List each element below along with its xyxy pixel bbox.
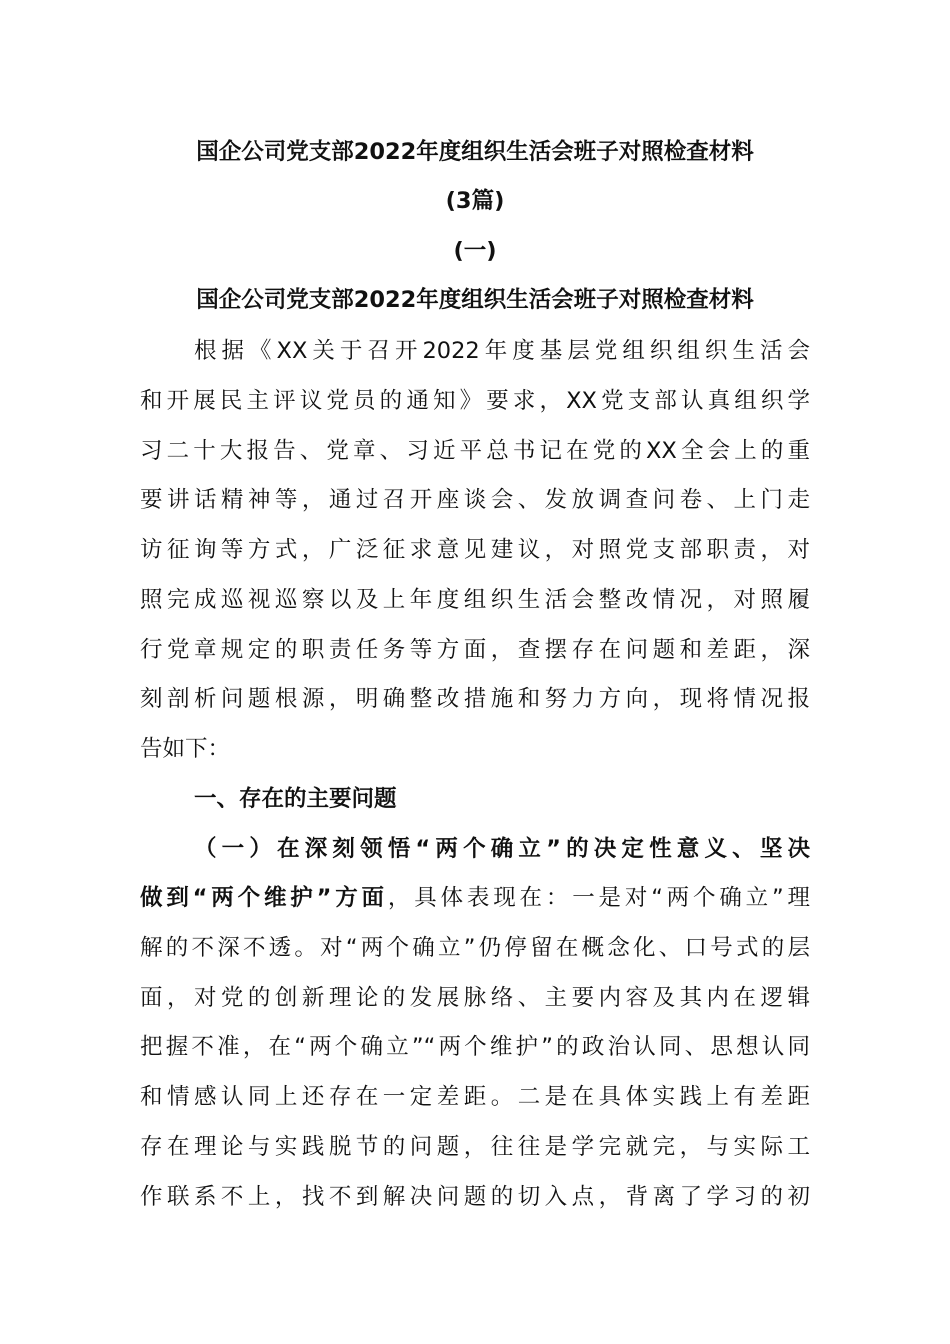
item-text: ，具体表现在：一是对“两个确立”理: [387, 885, 810, 911]
paragraph-line: 根据《XX关于召开2022年度基层党组织组织生活会: [194, 338, 810, 364]
paragraph-line: 和情感认同上还存在一定差距。二是在具体实践上有差距: [140, 1084, 810, 1110]
document-title-count: (3篇): [445, 188, 505, 214]
paragraph-line: 行党章规定的职责任务等方面，查摆存在问题和差距，深: [140, 637, 810, 663]
paragraph-line: 刻剖析问题根源，明确整改措施和努力方向，现将情况报: [140, 686, 810, 712]
paragraph-line: 把握不准，在“两个确立”“两个维护”的政治认同、思想认同: [140, 1034, 810, 1060]
part-marker: (一): [453, 238, 497, 264]
paragraph-line: 告如下：: [140, 736, 231, 762]
paragraph-line: [140, 883, 810, 913]
paragraph-line: 面，对党的创新理论的发展脉络、主要内容及其内在逻辑: [140, 985, 810, 1011]
paragraph-line: 习二十大报告、党章、习近平总书记在党的XX全会上的重: [140, 438, 810, 464]
item-heading: （一）在深刻领悟“两个确立”的决定性意义、坚决: [194, 836, 810, 862]
paragraph-line: 要讲话精神等，通过召开座谈会、发放调查问卷、上门走: [140, 487, 810, 513]
paragraph-line: 存在理论与实践脱节的问题，往往是学完就完，与实际工: [140, 1134, 810, 1160]
section-heading: 一、存在的主要问题: [194, 786, 397, 812]
document-title: 国企公司党支部2022年度组织生活会班子对照检查材料: [196, 139, 754, 165]
paragraph-line: 和开展民主评议党员的通知》要求，XX党支部认真组织学: [140, 388, 810, 414]
paragraph-line: 解的不深不透。对“两个确立”仍停留在概念化、口号式的层: [140, 935, 810, 961]
paragraph-line: 照完成巡视巡察以及上年度组织生活会整改情况，对照履: [140, 587, 810, 613]
document-subtitle: 国企公司党支部2022年度组织生活会班子对照检查材料: [196, 287, 754, 313]
item-heading-end: 做到“两个维护”方面: [140, 885, 388, 911]
paragraph-line: 作联系不上，找不到解决问题的切入点，背离了学习的初: [140, 1184, 810, 1210]
paragraph-line: 访征询等方式，广泛征求意见建议，对照党支部职责，对: [140, 537, 810, 563]
